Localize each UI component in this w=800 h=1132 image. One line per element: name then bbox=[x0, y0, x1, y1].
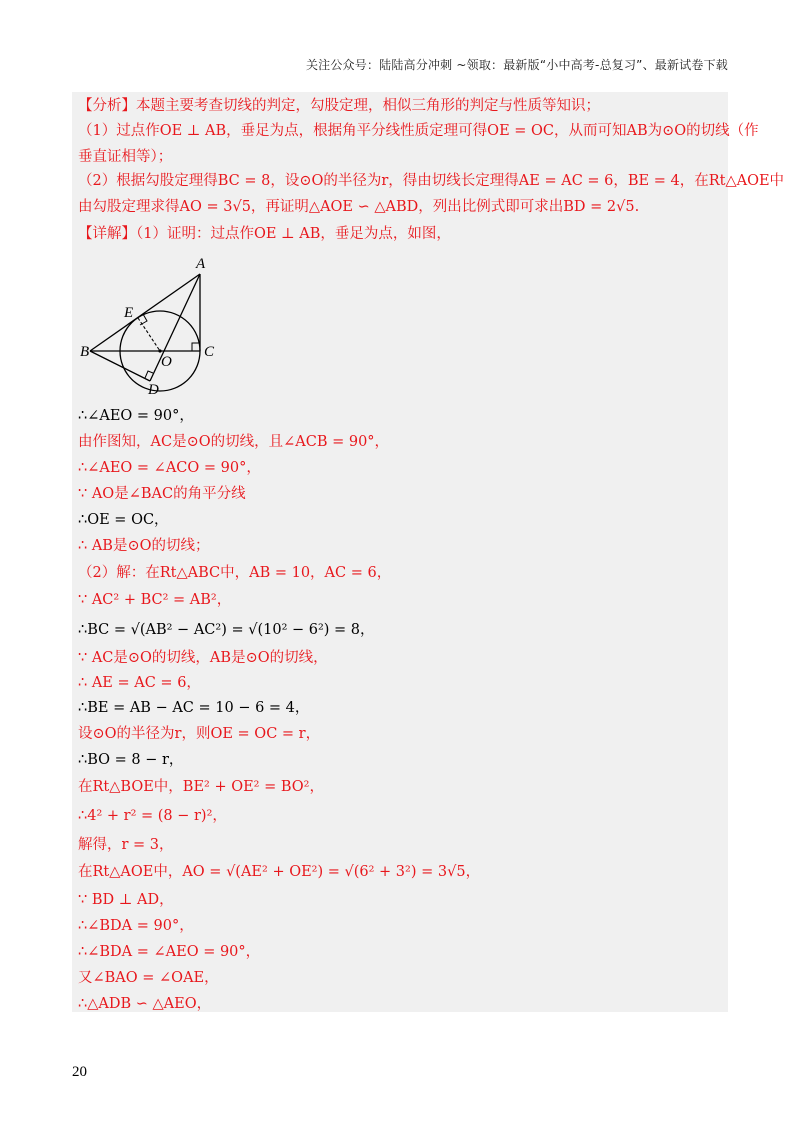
proof-line-10: ∵ AC是⊙O的切线，AB是⊙O的切线， bbox=[78, 650, 328, 666]
label-c: C bbox=[204, 344, 215, 360]
proof-line-17: 解得，r = 3， bbox=[78, 837, 174, 853]
label-d: D bbox=[148, 382, 159, 396]
proof-line-12: ∴BE = AB − AC = 10 − 6 = 4， bbox=[78, 700, 310, 716]
proof-line-14: ∴BO = 8 − r， bbox=[78, 752, 184, 768]
analysis-line-2: （1）过点作OE ⊥ AB，垂足为点，根据角平分线性质定理可得OE = OC，从而可知AB为⊙O的切线（作 bbox=[78, 123, 759, 139]
page-header: 关注公众号：陆陆高分冲刺 ~领取：最新版“小中高考-总复习”、最新试卷下载 bbox=[305, 58, 728, 72]
proof-line-6: ∴ AB是⊙O的切线； bbox=[78, 538, 210, 554]
label-e: E bbox=[124, 305, 134, 321]
proof-line-16: ∴4² + r² = (8 − r)²， bbox=[78, 808, 227, 824]
proof-line-23: ∴△ADB ∽ △AEO， bbox=[78, 996, 212, 1012]
proof-line-11: ∴ AE = AC = 6， bbox=[78, 675, 201, 691]
segment-oe bbox=[138, 318, 160, 351]
proof-line-1: ∴∠AEO = 90°， bbox=[78, 408, 194, 424]
label-o: O bbox=[161, 354, 172, 370]
proof-line-13: 设⊙O的半径为r，则OE = OC = r， bbox=[78, 726, 321, 742]
proof-line-3: ∴∠AEO = ∠ACO = 90°， bbox=[78, 460, 261, 476]
analysis-line-3: 垂直证相等）； bbox=[78, 149, 173, 165]
segment-ba bbox=[90, 274, 200, 351]
analysis-line-1: 【分析】本题主要考查切线的判定，勾股定理，相似三角形的判定与性质等知识； bbox=[78, 98, 600, 114]
proof-line-19: ∵ BD ⊥ AD， bbox=[78, 892, 174, 908]
detail-line-1: 【详解】（1）证明：过点作OE ⊥ AB，垂足为点，如图， bbox=[78, 226, 451, 242]
label-a: A bbox=[196, 256, 206, 272]
center-point bbox=[158, 349, 161, 352]
proof-line-9: ∴BC = √(AB² − AC²) = √(10² − 6²) = 8， bbox=[78, 622, 375, 638]
proof-line-5: ∴OE = OC， bbox=[78, 512, 169, 528]
proof-line-20: ∴∠BDA = 90°， bbox=[78, 918, 194, 934]
proof-line-15: 在Rt△BOE中，BE² + OE² = BO²， bbox=[78, 779, 324, 795]
proof-line-18: 在Rt△AOE中，AO = √(AE² + OE²) = √(6² + 3²) = 3√5， bbox=[78, 864, 481, 880]
geometry-figure bbox=[78, 256, 228, 396]
proof-line-22: 又∠BAO = ∠OAE， bbox=[78, 970, 219, 986]
proof-line-8: ∵ AC² + BC² = AB²， bbox=[78, 592, 232, 608]
analysis-line-5: 由勾股定理求得AO = 3√5，再证明△AOE ∽ △ABD，列出比例式即可求出BD = 2√5. bbox=[78, 199, 640, 215]
analysis-line-4: （2）根据勾股定理得BC = 8，设⊙O的半径为r，得由切线长定理得AE = AC = 6，BE = 4，在Rt△AOE中 bbox=[78, 173, 785, 189]
proof-line-21: ∴∠BDA = ∠AEO = 90°， bbox=[78, 944, 261, 960]
label-b: B bbox=[80, 344, 90, 360]
proof-line-2: 由作图知，AC是⊙O的切线，且∠ACB = 90°， bbox=[78, 434, 390, 450]
page-number: 20 bbox=[72, 1064, 87, 1080]
proof-line-4: ∵ AO是∠BAC的角平分线 bbox=[78, 486, 246, 502]
proof-line-7: （2）解：在Rt△ABC中，AB = 10，AC = 6， bbox=[78, 565, 392, 581]
